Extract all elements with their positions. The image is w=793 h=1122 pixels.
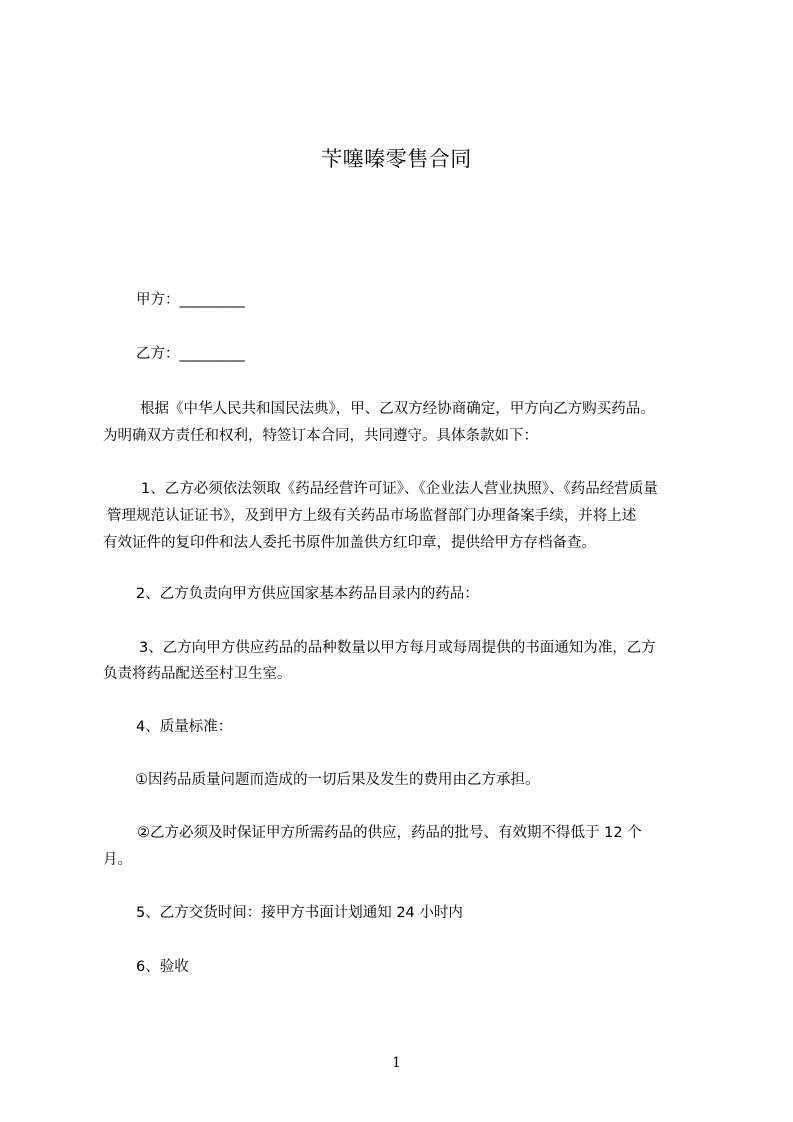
page-number: 1 <box>392 1055 401 1071</box>
intro-line-1: 根据《中华人民共和国民法典》，甲、乙双方经协商确定，甲方向乙方购买药品。 <box>140 401 655 417</box>
party-b-line: 乙方：_________ <box>136 346 245 362</box>
intro-line-2: 为明确双方责任和权利，特签订本合同，共同遵守。具体条款如下： <box>103 428 538 444</box>
clause1-line-3: 有效证件的复印件和法人委托书原件加盖供方红印章，提供给甲方存档备查。 <box>103 535 596 551</box>
party-a-line: 甲方：_________ <box>136 292 245 308</box>
clause4-item2-line-1: ②乙方必须及时保证甲方所需药品的供应，药品的批号、有效期不得低于 12 个 <box>137 825 642 841</box>
clause4-item1-line: ①因药品质量问题而造成的一切后果及发生的费用由乙方承担。 <box>135 772 540 788</box>
clause3-line-2: 负责将药品配送至村卫生室。 <box>103 666 292 682</box>
clause4-line: 4、质量标准： <box>136 719 233 735</box>
clause1-line-1: 1、乙方必须依法领取《药品经营许可证》、《企业法人营业执照》、《药品经营质量 <box>141 481 658 497</box>
clause5-line: 5、乙方交货时间：接甲方书面计划通知 24 小时内 <box>136 905 463 921</box>
document-title: 苄噻嗪零售合同 <box>321 147 472 171</box>
clause1-line-2: 管理规范认证证书》，及到甲方上级有关药品市场监督部门办理备案手续，并将上述 <box>107 508 637 524</box>
clause4-item2-line-2: 月。 <box>103 852 132 868</box>
clause2-line: 2、乙方负责向甲方供应国家基本药品目录内的药品： <box>136 586 479 602</box>
clause3-line-1: 3、乙方向甲方供应药品的品种数量以甲方每月或每周提供的书面通知为准，乙方 <box>139 640 656 656</box>
clause6-line: 6、验收 <box>136 959 189 975</box>
